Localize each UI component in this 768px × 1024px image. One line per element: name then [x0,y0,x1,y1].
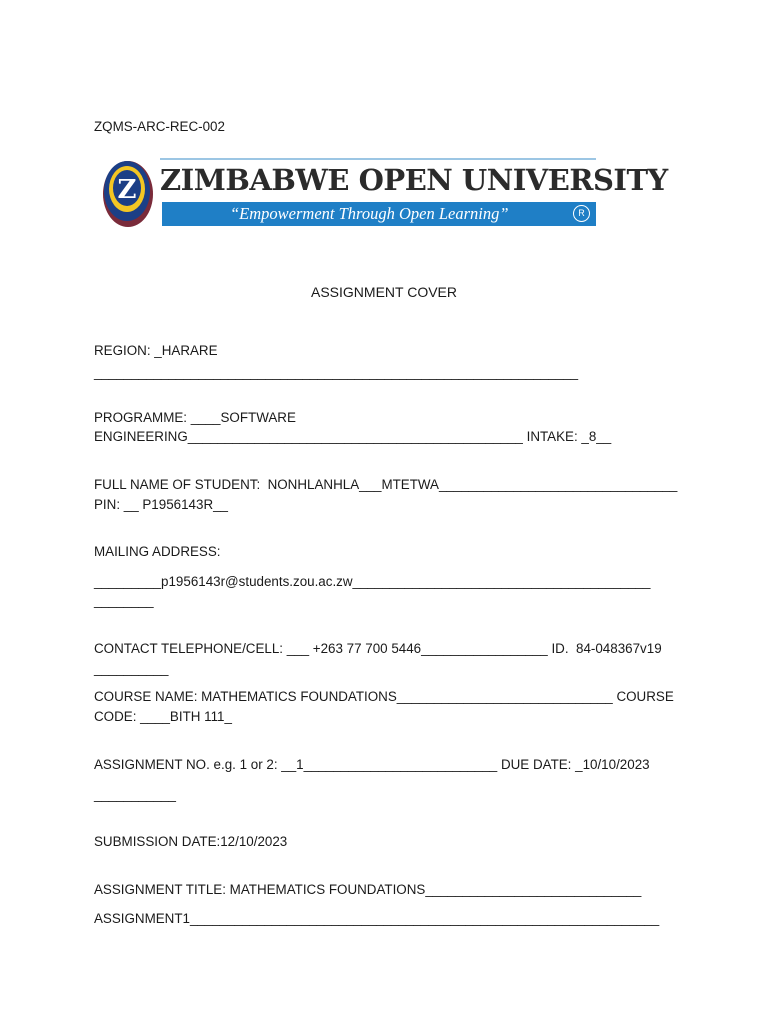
registered-mark-icon: R [573,205,590,222]
cover-title: ASSIGNMENT COVER [311,284,457,300]
motto-band [162,202,596,226]
region-field: REGION: _HARARE [94,343,218,358]
assignment-title-continued: ASSIGNMENT1_______________________________________________________________ [94,911,660,926]
region-underline: _________________________________________________________________ [94,365,579,380]
student-name-field: FULL NAME OF STUDENT: NONHLANHLA___MTETWA________________________________ [94,477,678,492]
university-name: ZIMBABWE OPEN UNIVERSITY [160,158,596,200]
university-motto: “Empowerment Through Open Learning” [230,204,509,223]
mailing-address-label: MAILING ADDRESS: [94,544,221,559]
contact-underline: __________ [94,661,169,676]
contact-id-field: CONTACT TELEPHONE/CELL: ___ +263 77 700 5446_________________ ID. 84-048367v19 [94,641,662,656]
assignment-no-due-date-field: ASSIGNMENT NO. e.g. 1 or 2: __1__________________________ DUE DATE: _10/10/2023 [94,757,650,772]
university-logo [102,154,668,230]
badge-letter: Z [117,175,137,205]
course-name-field: COURSE NAME: MATHEMATICS FOUNDATIONS_____________________________ COURSE [94,689,674,704]
mailing-address-underline: ________ [94,593,154,608]
due-date-underline: ___________ [94,787,176,802]
assignment-title-field: ASSIGNMENT TITLE: MATHEMATICS FOUNDATIONS_____________________________ [94,882,642,897]
pin-field: PIN: __ P1956143R__ [94,497,229,512]
university-badge-icon [102,156,154,228]
course-code-field: CODE: ____BITH 111_ [94,709,232,724]
programme-field: PROGRAMME: ____SOFTWARE [94,410,296,425]
submission-date-field: SUBMISSION DATE:12/10/2023 [94,834,288,849]
document-code: ZQMS-ARC-REC-002 [94,119,225,134]
programme-intake-field: ENGINEERING_____________________________________________ INTAKE: _8__ [94,429,612,444]
mailing-address-field: _________p1956143r@students.zou.ac.zw________________________________________ [94,574,651,589]
